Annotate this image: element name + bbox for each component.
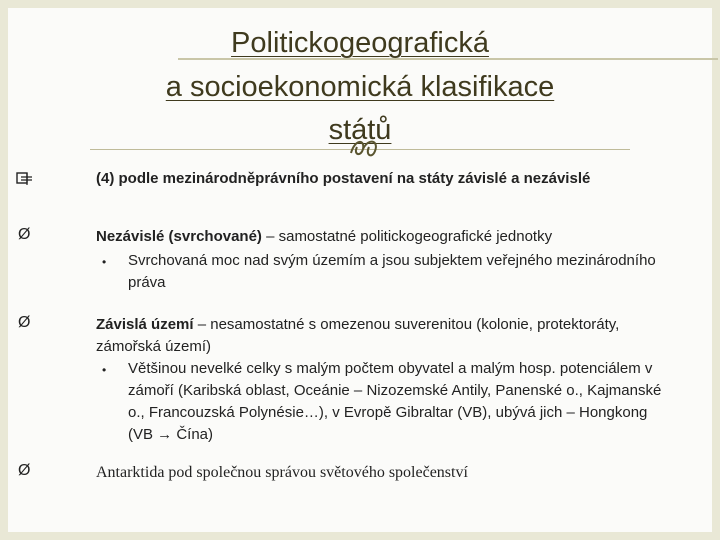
point-independent [96, 226, 666, 248]
point-dependent-lead: Závislá území [96, 316, 194, 333]
dot-bullet-icon: • [102, 255, 107, 269]
square-bullet-icon [16, 171, 34, 187]
point-independent-detail: Svrchovaná moc nad svým územím a jsou subjektem veřejného mezinárodního práva [128, 252, 656, 291]
arrow-bullet-icon: Ø [18, 314, 31, 331]
dot-bullet-icon: • [102, 363, 107, 377]
arrow-bullet-icon: Ø [18, 226, 31, 243]
slide-title-line-3: států [328, 114, 392, 146]
point-dependent [96, 314, 666, 358]
point-antarctica: Antarktida pod společnou správou světového společenství [96, 464, 468, 481]
slide-title-line-1: Politickogeografická [231, 27, 489, 59]
point-dependent-detail: Většinou nevelké celky s malým počtem obyvatel a malým hosp. potenciálem v zámoří (Karibská oblast, Oceánie – Nizozemské Antily, Panenské o., Kajmanské o., Francouzská Polynésie…), v Evropě Gibraltar (VB), ubývá jich – Hongkong (VB → Čína) [128, 360, 662, 443]
point-independent-lead: Nezávislé (svrchované) [96, 228, 262, 245]
intro-paragraph [96, 168, 656, 189]
slide-title-line-2: a socioekonomická klasifikace [165, 71, 555, 103]
point-dependent-rest: – nesamostatné s omezenou suverenitou (kolonie, protektoráty, zámořská území) [96, 316, 620, 355]
intro-text: (4) podle mezinárodněprávního postavení na státy závislé a nezávislé [96, 170, 591, 187]
point-independent-rest: – samostatné politickogeografické jednotky [261, 228, 553, 245]
arrow-bullet-icon: Ø [18, 462, 31, 479]
swirl-ornament-icon [347, 135, 381, 161]
